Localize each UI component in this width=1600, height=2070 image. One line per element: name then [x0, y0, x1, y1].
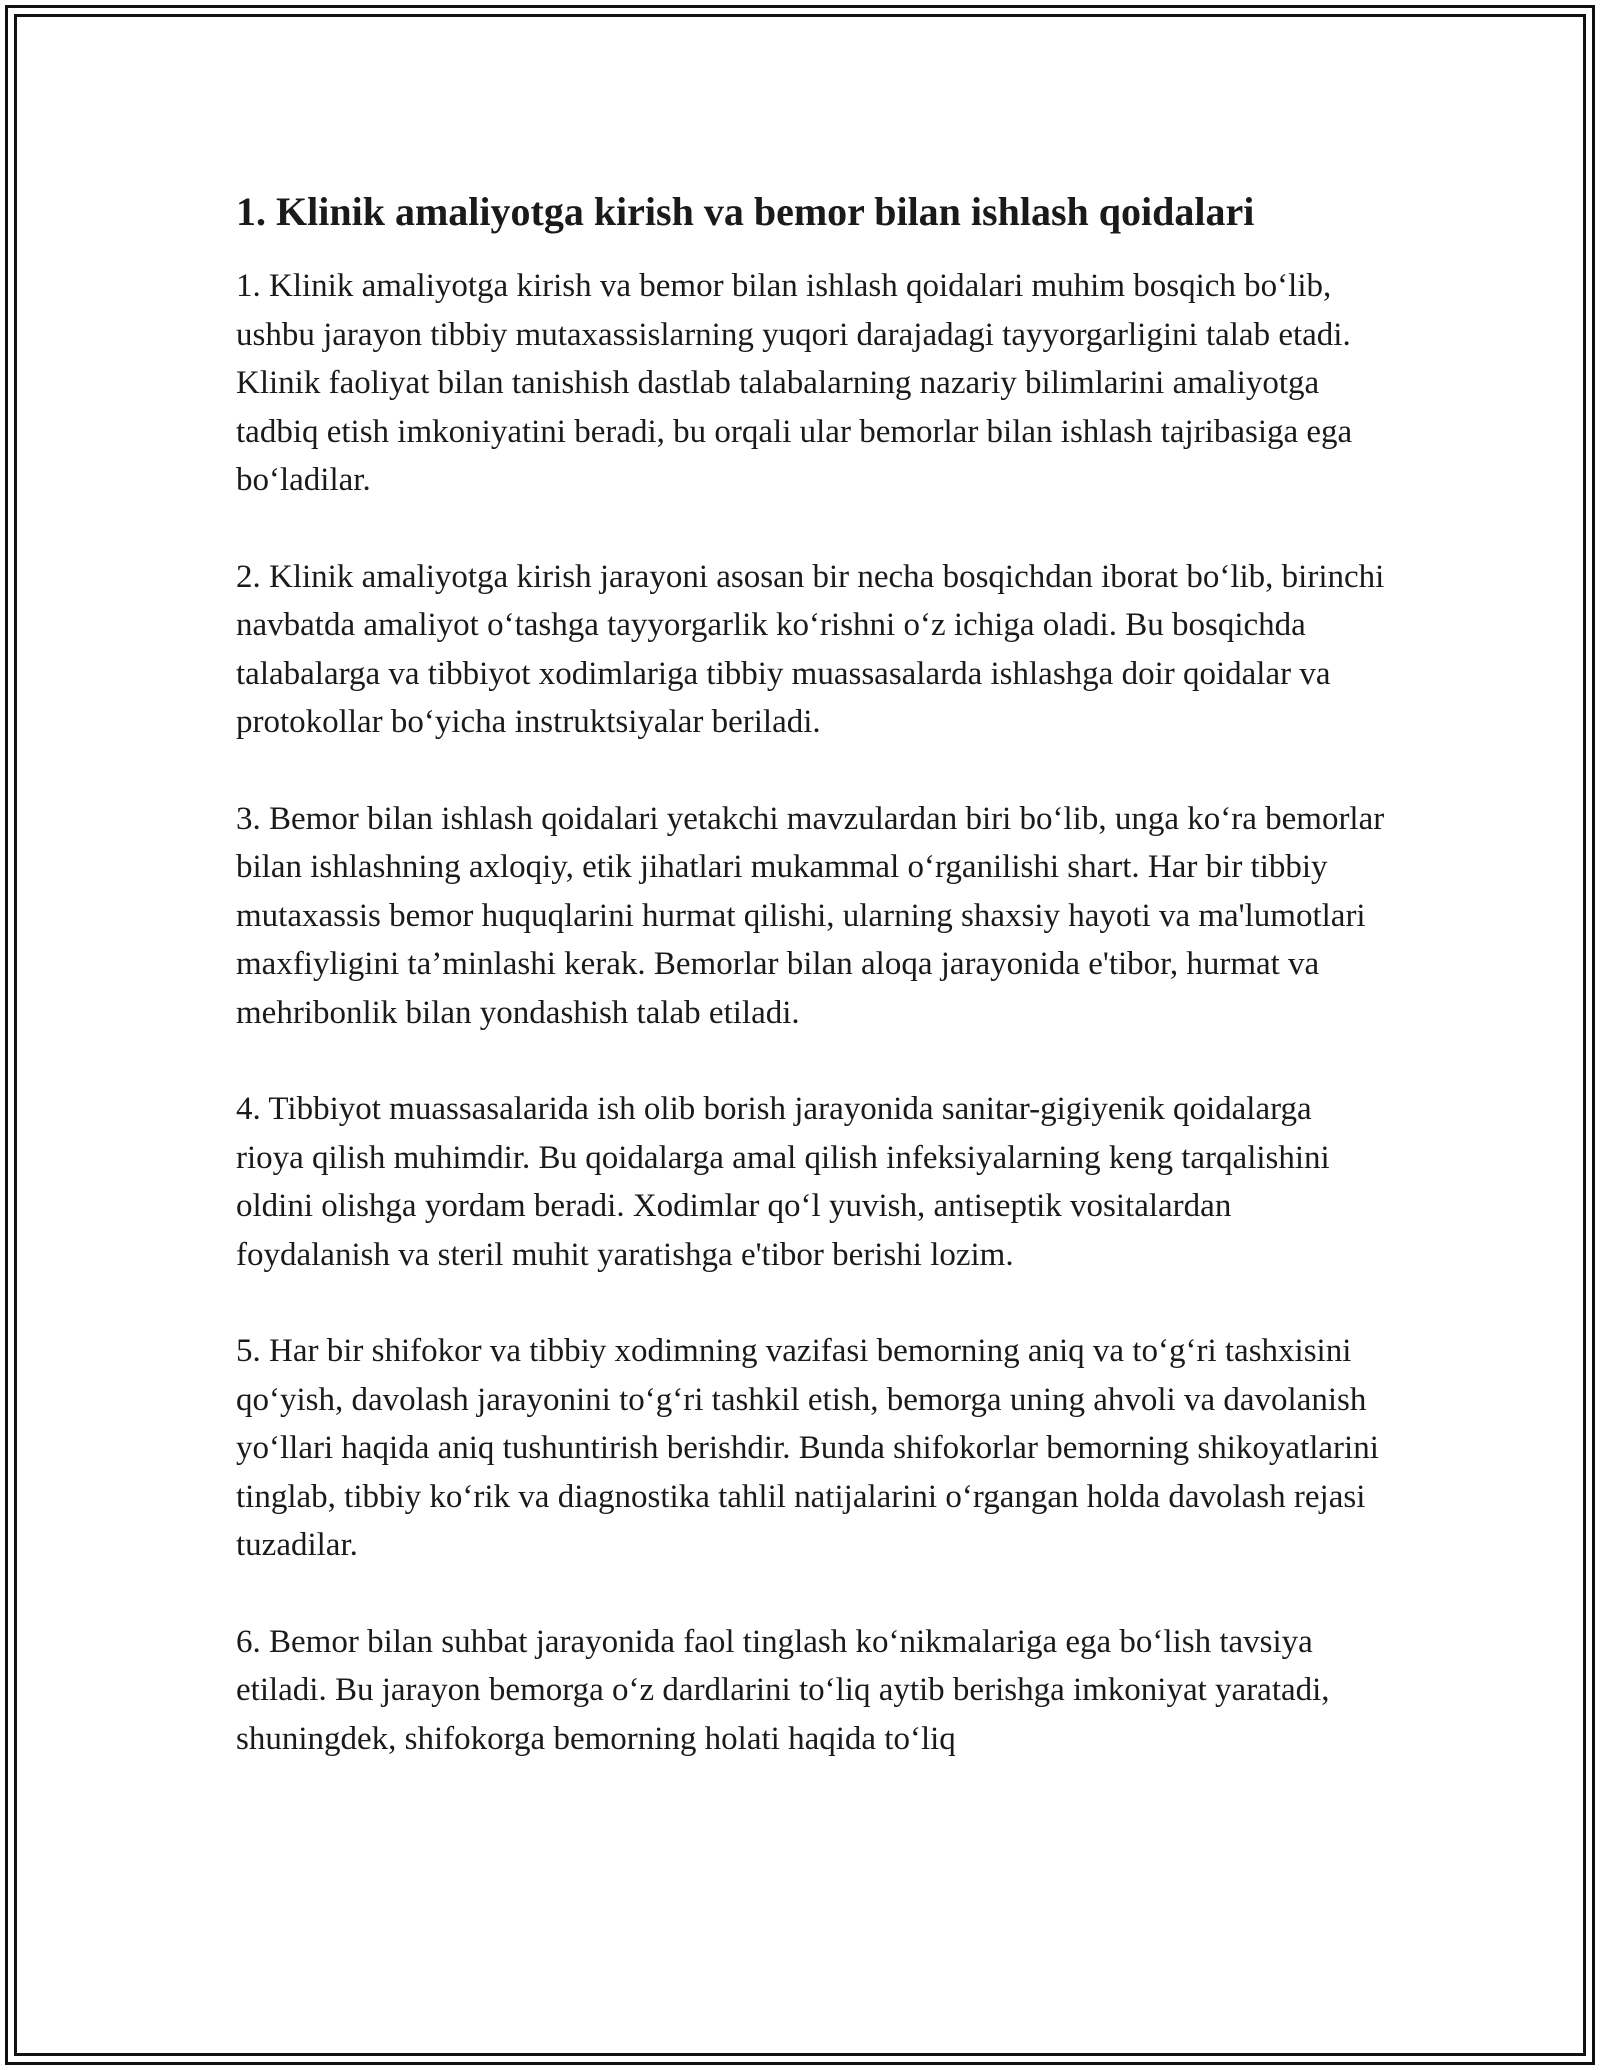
paragraph-2: 2. Klinik amaliyotga kirish jarayoni asosan bir necha bosqichdan iborat bo‘lib, birinchi navbatda amaliyot o‘tashga tayyorgarlik ko‘rishni o‘z ichiga oladi. Bu bosqichda talabalarga va tibbiyot xodimlariga tibbiy muassasalarda ishlashga doir qoidalar va protokollar bo‘yicha instruktsiyalar beriladi.: [236, 558, 1385, 740]
paragraph-3: 3. Bemor bilan ishlash qoidalari yetakchi mavzulardan biri bo‘lib, unga ko‘ra bemorlar bilan ishlashning axloqiy, etik jihatlari mukammal o‘rganilishi shart. Har bir tibbiy mutaxassis bemor huquqlarini hurmat qilishi, ularning shaxsiy hayoti va ma'lumotlari maxfiyligini ta’minlashi kerak. Bemorlar bilan aloqa jarayonida e'tibor, hurmat va mehribonlik bilan yondashish talab etiladi.: [236, 800, 1385, 1031]
paragraph-4: 4. Tibbiyot muassasalarida ish olib borish jarayonida sanitar-gigiyenik qoidalarga rioya qilish muhimdir. Bu qoidalarga amal qilish infeksiyalarning keng tarqalishini oldini olishga yordam beradi. Xodimlar qo‘l yuvish, antiseptik vositalardan foydalanish va steril muhit yaratishga e'tibor berishi lozim.: [236, 1091, 1330, 1273]
paragraph-1: 1. Klinik amaliyotga kirish va bemor bilan ishlash qoidalari muhim bosqich bo‘lib, ushbu jarayon tibbiy mutaxassislarning yuqori darajadagi tayyorgarligini talab etadi. Klinik faoliyat bilan tanishish dastlab talabalarning nazariy bilimlarini amaliyotga tadbiq etish imkoniyatini beradi, bu orqali ular bemorlar bilan ishlash tajribasiga ega bo‘ladilar.: [236, 268, 1353, 498]
paragraph-6: 6. Bemor bilan suhbat jarayonida faol tinglash ko‘nikmalariga ega bo‘lish tavsiya etiladi. Bu jarayon bemorga o‘z dardlarini to‘liq aytib berishga imkoniyat yaratadi, shuningdek, shifokorga bemorning holati haqida to‘liq: [236, 1623, 1330, 1757]
document-body: [236, 186, 1386, 1811]
section-title: 1. Klinik amaliyotga kirish va bemor bilan ishlash qoidalari: [236, 189, 1255, 234]
paragraph-5: 5. Har bir shifokor va tibbiy xodimning vazifasi bemorning aniq va to‘g‘ri tashxisini qo‘yish, davolash jarayonini to‘g‘ri tashkil etish, bemorga uning ahvoli va davolanish yo‘llari haqida aniq tushuntirish berishdir. Bunda shifokorlar bemorning shikoyatlarini tinglab, tibbiy ko‘rik va diagnostika tahlil natijalarini o‘rgangan holda davolash rejasi tuzadilar.: [236, 1333, 1379, 1563]
